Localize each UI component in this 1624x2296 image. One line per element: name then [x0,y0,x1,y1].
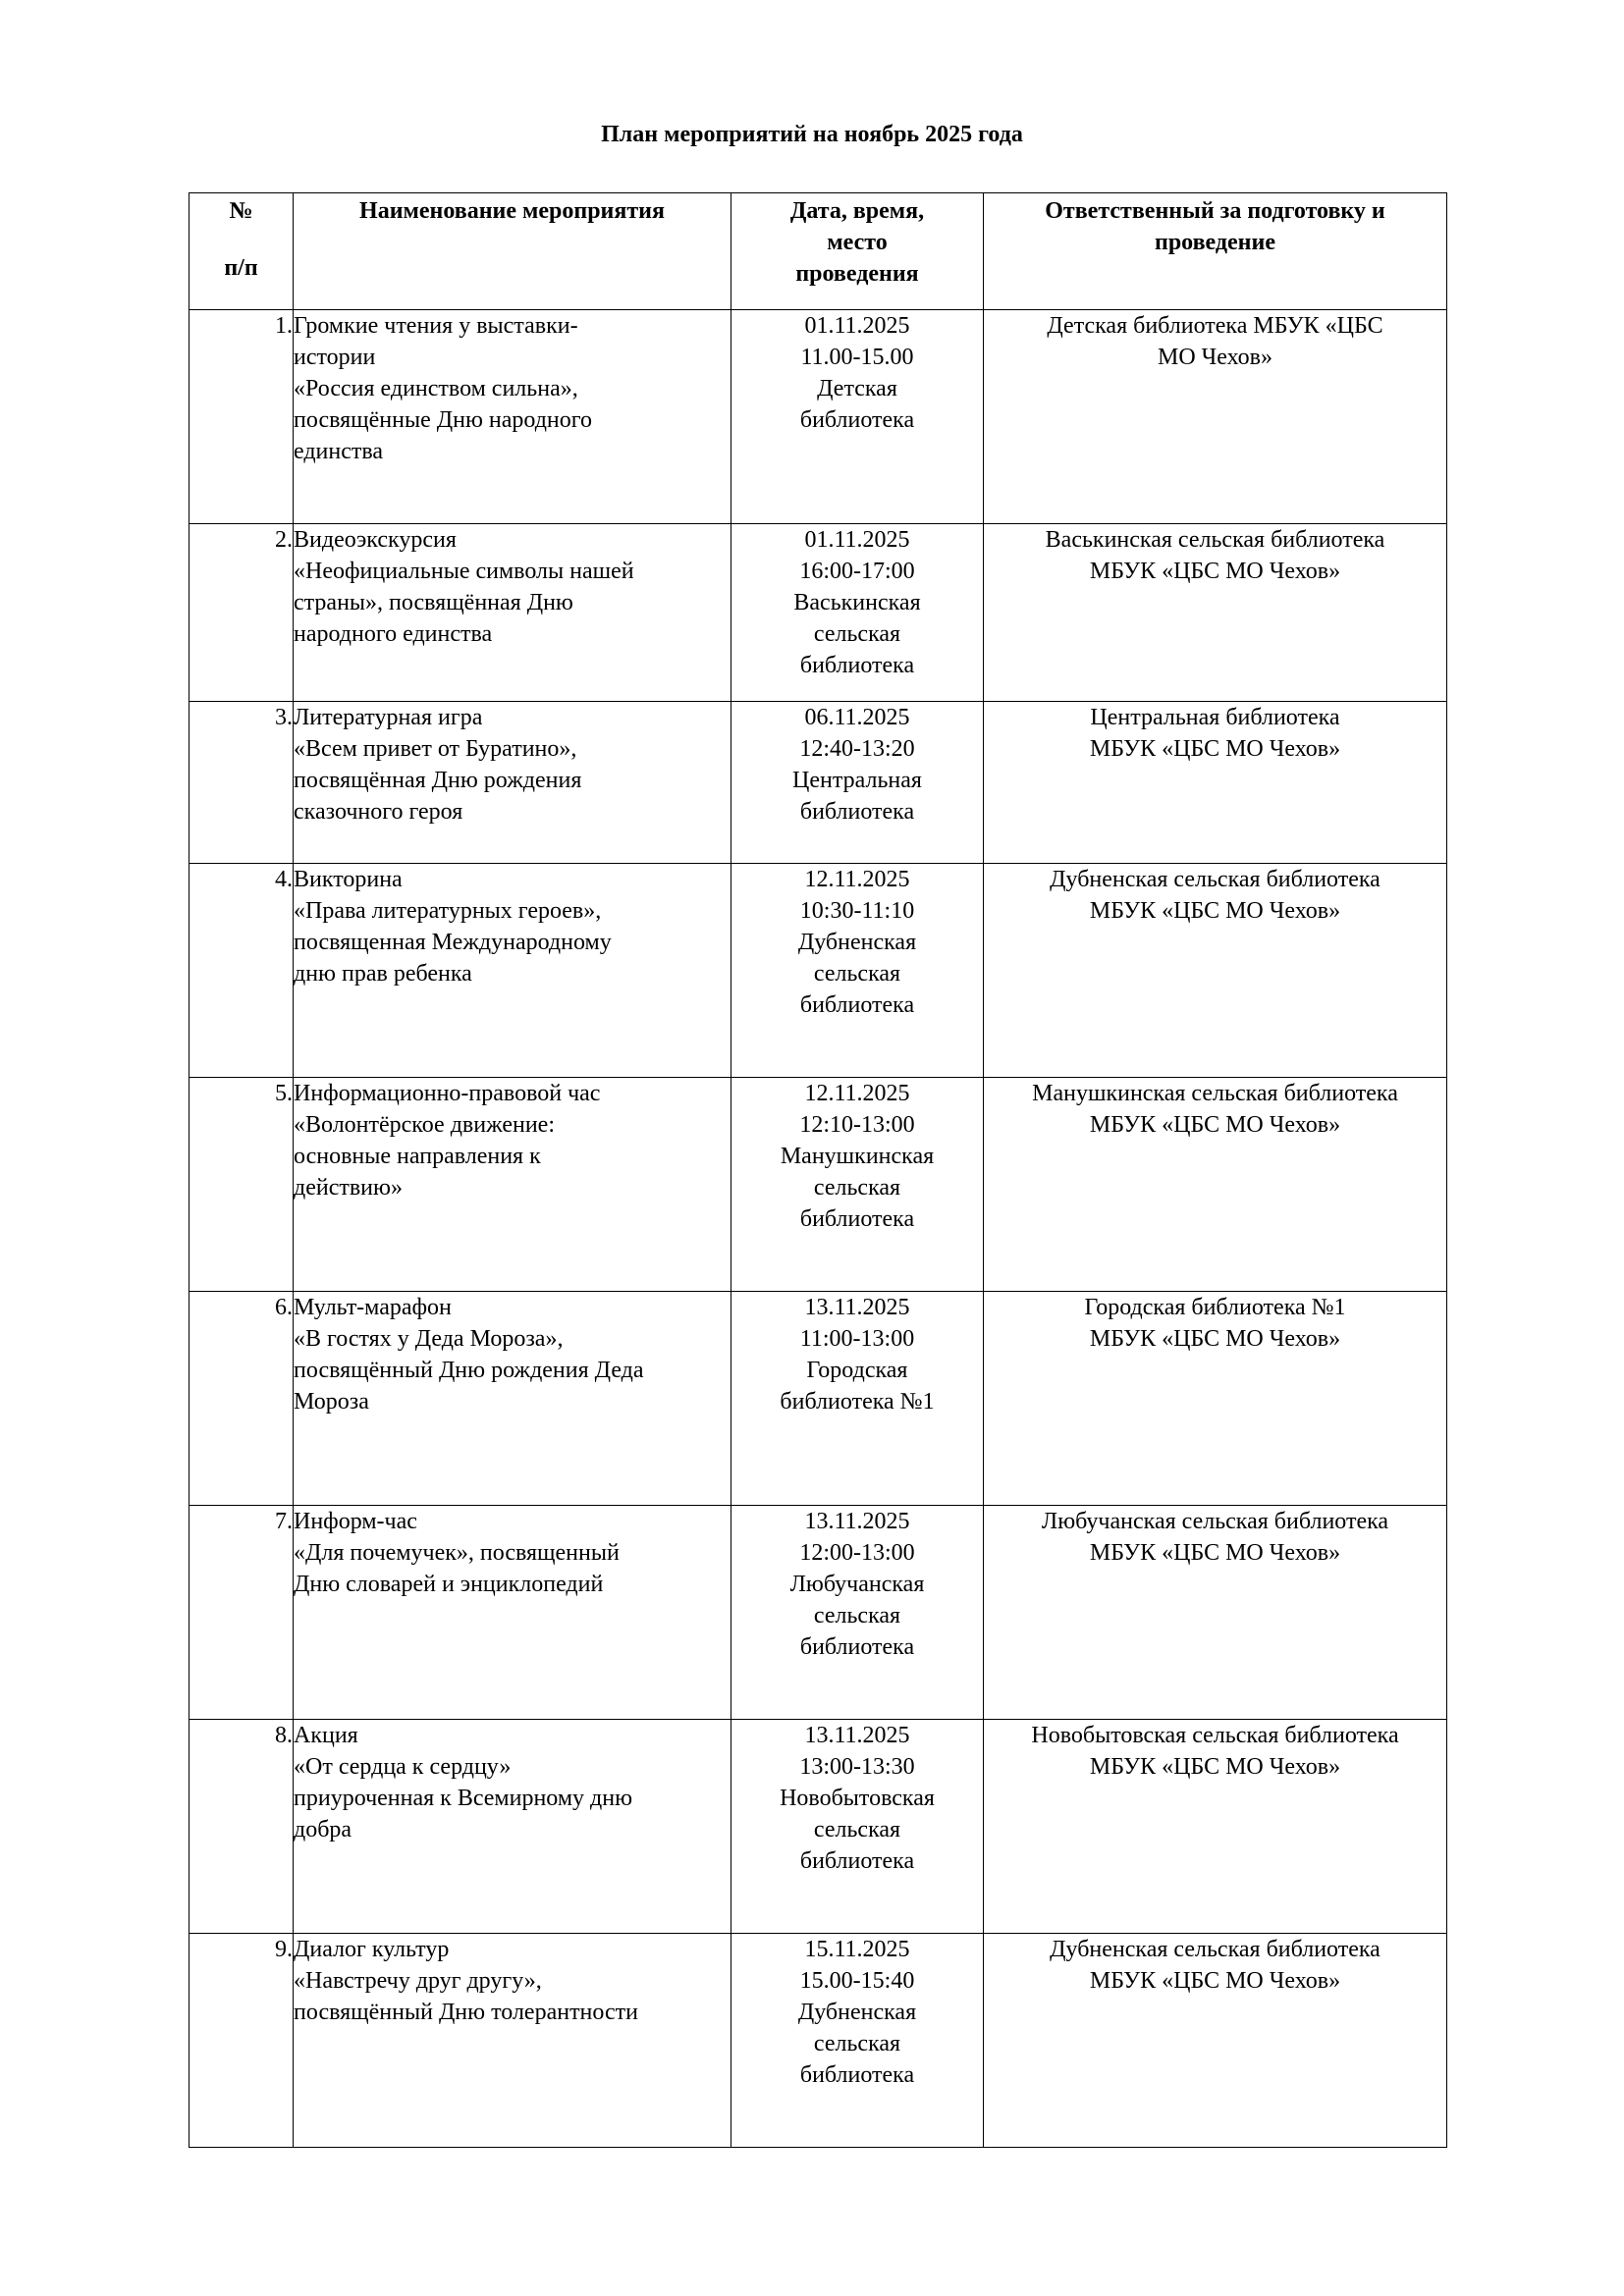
cell-line: «В гостях у Деда Мороза», [294,1326,564,1352]
cell-line: 13.11.2025 [804,1295,910,1320]
table-row [189,1292,1447,1506]
cell-line: 12:40-13:20 [799,736,915,762]
header-line: проведение [1155,230,1275,255]
cell-line: Дню словарей и энциклопедий [294,1572,604,1597]
responsible-cell [984,1934,1447,2148]
cell-line: посвященная Международному [294,930,612,955]
table-header-row [189,193,1447,310]
cell-line: сельская [813,2031,901,2056]
responsible-cell [984,310,1447,524]
cell-line: Акция [294,1723,358,1748]
table-row [189,1506,1447,1720]
header-number-symbol: № [229,198,253,224]
cell-line: добра [294,1817,352,1842]
cell-line: 11:00-13:00 [799,1326,915,1352]
header-line: место [827,230,888,255]
cell-line: Громкие чтения у выставки- [294,313,578,339]
cell-line: «Волонтёрское движение: [294,1112,556,1138]
event-name-cell [294,1292,731,1506]
cell-line: библиотека [799,1634,915,1660]
cell-line: Дубненская сельская библиотека [1050,1937,1380,1962]
cell-line: 12.11.2025 [804,1081,910,1106]
cell-line: народного единства [294,621,493,647]
responsible-cell [984,1292,1447,1506]
date-place-cell [731,524,984,702]
row-number: 9. [189,1934,294,2148]
row-number: 4. [189,864,294,1078]
cell-line: Диалог культур [294,1937,450,1962]
cell-line: 12.11.2025 [804,867,910,892]
cell-line: действию» [294,1175,403,1201]
cell-line: Новобытовская сельская библиотека [1031,1723,1399,1748]
cell-line: Информационно-правовой час [294,1081,601,1106]
cell-line: 01.11.2025 [804,527,910,553]
cell-line: 16:00-17:00 [799,559,915,584]
cell-line: приуроченная к Всемирному дню [294,1786,633,1811]
cell-line: 12:00-13:00 [799,1540,915,1566]
event-name-cell [294,1934,731,2148]
responsible-cell [984,864,1447,1078]
cell-line: посвящённый Дню рождения Деда [294,1358,644,1383]
cell-line: «Россия единством сильна», [294,376,578,401]
cell-line: библиотека [799,799,915,825]
row-number: 7. [189,1506,294,1720]
cell-line: МБУК «ЦБС МО Чехов» [1089,1968,1341,1994]
event-name-cell [294,310,731,524]
cell-line: 15.00-15:40 [799,1968,915,1994]
events-table [189,192,1447,2148]
cell-line: Васькинская [793,590,921,615]
cell-line: «Права литературных героев», [294,898,602,924]
header-event-name: Наименование мероприятия [294,193,731,310]
date-place-cell [731,1292,984,1506]
cell-line: МБУК «ЦБС МО Чехов» [1089,1540,1341,1566]
cell-line: МБУК «ЦБС МО Чехов» [1089,1112,1341,1138]
cell-line: Васькинская сельская библиотека [1045,527,1385,553]
event-name-cell [294,1506,731,1720]
cell-line: посвящённый Дню толерантности [294,2000,638,2025]
date-place-cell [731,1934,984,2148]
responsible-cell [984,524,1447,702]
header-line: Ответственный за подготовку и [1045,198,1385,224]
cell-line: МБУК «ЦБС МО Чехов» [1089,736,1341,762]
cell-line: Информ-час [294,1509,417,1534]
cell-line: «Навстречу друг другу», [294,1968,542,1994]
event-name-cell [294,702,731,864]
cell-line: МО Чехов» [1157,345,1273,370]
cell-line: МБУК «ЦБС МО Чехов» [1089,1326,1341,1352]
header-number [189,193,294,310]
cell-line: МБУК «ЦБС МО Чехов» [1089,559,1341,584]
cell-line: основные направления к [294,1144,541,1169]
cell-line: библиотека [799,653,915,678]
header-date-place [731,193,984,310]
cell-line: 13:00-13:30 [799,1754,915,1780]
cell-line: Видеоэкскурсия [294,527,457,553]
date-place-cell [731,310,984,524]
header-number-label: п/п [224,255,258,281]
header-responsible [984,193,1447,310]
cell-line: МБУК «ЦБС МО Чехов» [1089,1754,1341,1780]
row-number: 1. [189,310,294,524]
table-row [189,1078,1447,1292]
cell-line: Центральная [792,768,922,793]
cell-line: истории [294,345,376,370]
responsible-cell [984,1078,1447,1292]
row-number: 3. [189,702,294,864]
cell-line: «От сердца к сердцу» [294,1754,512,1780]
cell-line: библиотека [799,1848,915,1874]
event-name-cell [294,1720,731,1934]
cell-line: Городская [806,1358,908,1383]
cell-line: Мульт-марафон [294,1295,452,1320]
cell-line: Новобытовская [780,1786,935,1811]
cell-line: библиотека [799,407,915,433]
cell-line: страны», посвящённая Дню [294,590,573,615]
cell-line: библиотека №1 [780,1389,935,1415]
event-name-cell [294,864,731,1078]
cell-line: Центральная библиотека [1090,705,1340,730]
cell-line: Викторина [294,867,403,892]
cell-line: Детская [817,376,897,401]
cell-line: сельская [813,621,901,647]
cell-line: Мороза [294,1389,369,1415]
responsible-cell [984,1720,1447,1934]
cell-line: сказочного героя [294,799,463,825]
cell-line: Манушкинская сельская библиотека [1032,1081,1398,1106]
cell-line: 10:30-11:10 [799,898,915,924]
cell-line: «Всем привет от Буратино», [294,736,577,762]
cell-line: Любучанская сельская библиотека [1041,1509,1389,1534]
cell-line: «Для почемучек», посвященный [294,1540,620,1566]
cell-line: Дубненская сельская библиотека [1050,867,1380,892]
table-row [189,1934,1447,2148]
date-place-cell [731,1078,984,1292]
cell-line: Городская библиотека №1 [1084,1295,1346,1320]
cell-line: сельская [813,1817,901,1842]
table-row [189,864,1447,1078]
table-row [189,524,1447,702]
header-line: проведения [795,261,919,287]
row-number: 6. [189,1292,294,1506]
cell-line: 15.11.2025 [804,1937,910,1962]
event-name-cell [294,524,731,702]
table-row [189,310,1447,524]
cell-line: Любучанская [789,1572,925,1597]
row-number: 8. [189,1720,294,1934]
cell-line: Дубненская [797,930,917,955]
cell-line: Манушкинская [780,1144,935,1169]
cell-line: Детская библиотека МБУК «ЦБС [1047,313,1383,339]
header-line: Дата, время, [789,198,925,224]
row-number: 5. [189,1078,294,1292]
table-row [189,702,1447,864]
cell-line: дню прав ребенка [294,961,472,987]
cell-line: 06.11.2025 [804,705,910,730]
cell-line: «Неофициальные символы нашей [294,559,634,584]
cell-line: 01.11.2025 [804,313,910,339]
cell-line: библиотека [799,992,915,1018]
cell-line: библиотека [799,2062,915,2088]
responsible-cell [984,702,1447,864]
page-title: План мероприятий на ноябрь 2025 года [601,122,1023,147]
responsible-cell [984,1506,1447,1720]
cell-line: Литературная игра [294,705,483,730]
table-row [189,1720,1447,1934]
cell-line: единства [294,439,384,464]
cell-line: сельская [813,961,901,987]
date-place-cell [731,702,984,864]
cell-line: 13.11.2025 [804,1723,910,1748]
cell-line: сельская [813,1603,901,1629]
cell-line: посвящённая Дню рождения [294,768,582,793]
cell-line: сельская [813,1175,901,1201]
cell-line: посвящённые Дню народного [294,407,592,433]
cell-line: Дубненская [797,2000,917,2025]
cell-line: МБУК «ЦБС МО Чехов» [1089,898,1341,924]
row-number: 2. [189,524,294,702]
date-place-cell [731,864,984,1078]
cell-line: 13.11.2025 [804,1509,910,1534]
event-name-cell [294,1078,731,1292]
cell-line: библиотека [799,1206,915,1232]
date-place-cell [731,1506,984,1720]
cell-line: 12:10-13:00 [799,1112,915,1138]
date-place-cell [731,1720,984,1934]
cell-line: 11.00-15.00 [800,345,914,370]
